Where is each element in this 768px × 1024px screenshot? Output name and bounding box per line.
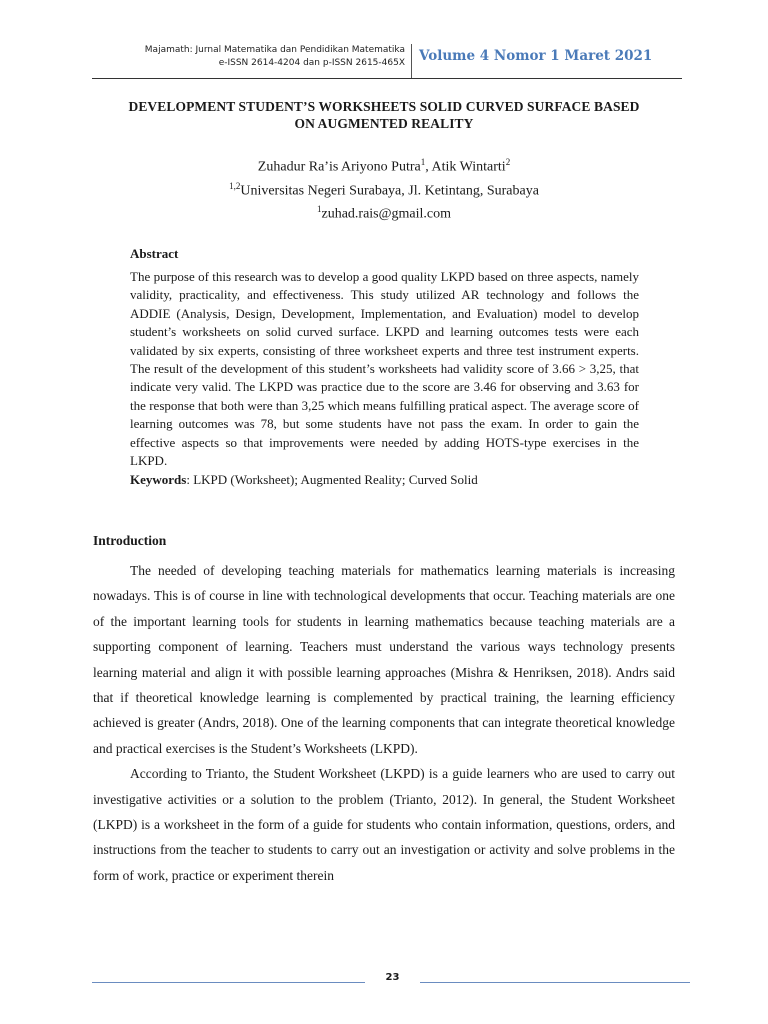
journal-issn: e-ISSN 2614-4204 dan p-ISSN 2615-465X [218,58,405,68]
keywords [130,472,478,488]
paper-title-line2: ON AUGMENTED REALITY [294,116,474,131]
email-text: zuhad.rais@gmail.com [321,206,452,222]
journal-volume: Volume 4 Nomor 1 Maret 2021 [419,48,653,64]
affiliation [92,177,676,201]
author-2-superscript: 2 [505,157,511,167]
affiliation-superscript: 1,2 [229,180,241,191]
page-footer [92,970,692,990]
introduction-paragraph-2: According to Trianto, the Student Worksheet (LKPD) is a guide learners who are used to carry out investigative activities or a solution to the problem (Trianto, 2012). In general, the Student Worksheet (LKPD) is a worksheet in the form of a guide for students who contain information, questions, orders, and instructions from the teacher to students to carry out an investigation or activity and solve problems in the form of work, practice or experiment therein [93,766,675,883]
page-number: 23 [385,972,400,983]
footer-line-left [92,982,365,983]
journal-header [92,44,682,80]
paper-title-line1: DEVELOPMENT STUDENT’S WORKSHEETS SOLID CURVED SURFACE BASED [128,99,640,114]
introduction-paragraph-1: The needed of developing teaching materials for mathematics learning materials is increasing nowadays. This is of course in line with technological developments that occur. Teaching materials are one of the important learning tools for students in learning mathematics because teaching materials are a supporting component of learning. Teachers must understand the various ways technology presents learning material and align it with possible learning approaches (Mishra & Henriksen, 2018). Andrs said that if theoretical knowledge learning is complemented by practical training, the learning efficiency achieved is greater (Andrs, 2018). One of the learning components that can integrate theoretical knowledge and practical exercises is the Student’s Worksheets (LKPD). [93,563,675,756]
email-superscript: 1 [316,204,322,215]
journal-info [92,44,405,70]
author-separator: , [425,159,432,175]
journal-name: Majamath: Jurnal Matematika dan Pendidikan Matematika [144,45,405,55]
footer-line-right [420,982,690,983]
paper-title [92,98,676,132]
abstract-text: The purpose of this research was to develop a good quality LKPD based on three aspects, namely validity, practicality, and effectiveness. This study utilized AR technology and follows the ADDIE (Analysis, Design, Development, Implementation, and Evaluation) model to develop student’s worksheets on solid curved surface. LKPD and learning outcomes tests were each validated by six experts, consisting of three worksheet experts and three test instrument experts. The result of the development of this student’s worksheets had validity score of 3.66 > 3,25, that indicate very valid. The LKPD was practice due to the score are 3.46 for observing and 3.63 for the response that both were than 3,25 which means fulfilling pratical aspect. The average score of learning outcomes was 78, but some students have not pass the exam. In order to gain the effective aspects so that improvements were needed by adding HOTS-type exercises in the LKPD. [130,269,639,469]
keywords-value: : LKPD (Worksheet); Augmented Reality; Curved Solid [186,472,478,487]
introduction-heading: Introduction [93,533,167,548]
header-rule [92,78,682,79]
affiliation-text: Universitas Negeri Surabaya, Jl. Ketintang, Surabaya [240,183,539,199]
introduction-body [93,558,675,888]
author-block [92,153,676,224]
email [92,200,676,224]
author-2: Atik Wintarti [431,159,506,175]
abstract-heading: Abstract [130,246,179,261]
author-1-superscript: 1 [420,157,426,167]
keywords-label: Keywords [130,472,187,487]
author-names [92,153,676,177]
author-1: Zuhadur Ra’is Ariyono Putra [257,159,421,175]
header-divider [411,44,412,78]
